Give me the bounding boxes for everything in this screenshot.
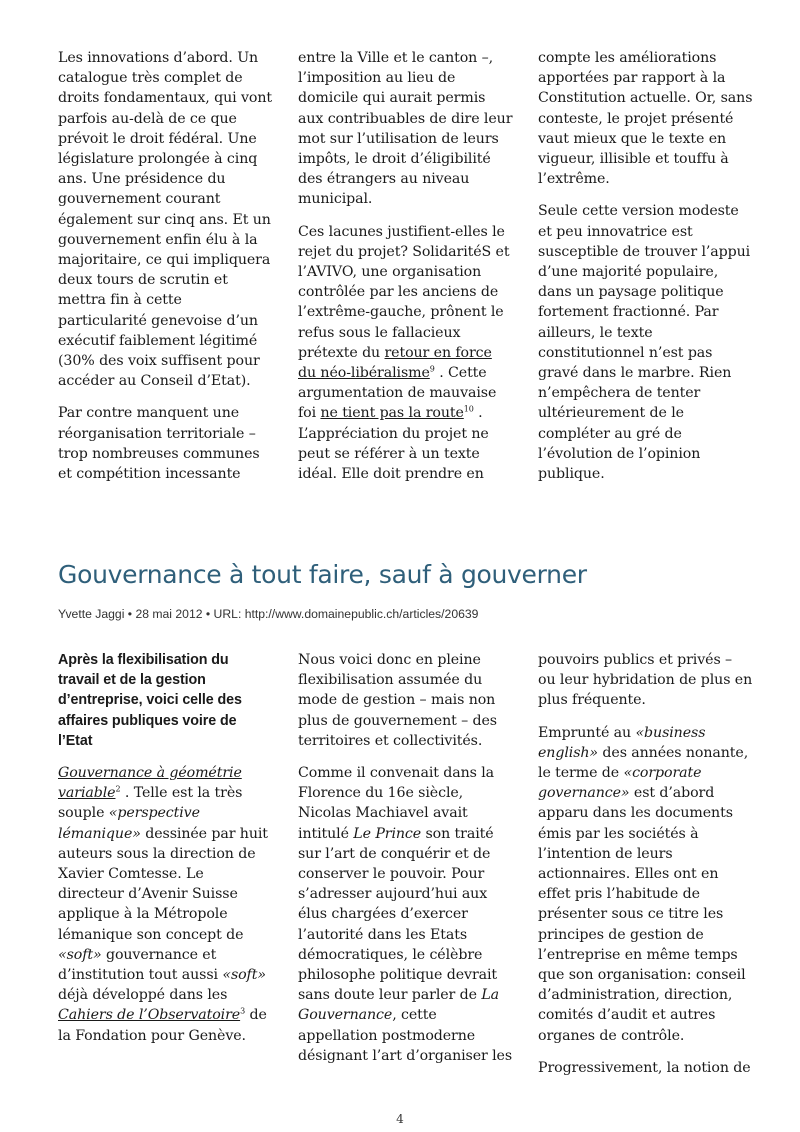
- emphasis: La Gouvernance: [298, 987, 500, 1024]
- link-gouvernance-geometrie-variable[interactable]: Gouvernance à géométrie variable: [58, 765, 242, 802]
- link-ne-tient-pas[interactable]: ne tient pas la route: [320, 405, 464, 422]
- paragraph: Les innovations d’abord. Un catalogue très complet de droits fondamentaux, qui vont parfois au-delà de ce que prévoit le droit fédéral. Une législature prolongée à cinq ans. Une présidence du gouvernement courant également sur cinq ans. Et un gouvernement enfin élu à la majoritaire, ce qui impliquera deux tours de scrutin et mettra fin à cette particularité genevoise d’un exécutif faiblement légitimé (30% des voix suffisent pour accéder au Conseil d’Etat).: [58, 50, 272, 390]
- article2-column-1: [58, 650, 273, 1058]
- emphasis: «business english»: [538, 724, 706, 761]
- link-cahiers-observatoire[interactable]: Cahiers de l’Observatoire: [58, 1007, 241, 1024]
- paragraph: [58, 763, 273, 1046]
- paragraph: [538, 723, 753, 1046]
- article1-column-2: [298, 48, 513, 496]
- article1-column-3: [538, 48, 753, 496]
- article2-column-3: [538, 650, 753, 1090]
- emphasis: «soft»: [222, 967, 266, 984]
- text-run: . L’appréciation du projet ne peut se référer à un texte idéal. Elle doit prendre en: [298, 405, 489, 483]
- article-byline: Yvette Jaggi • 28 mai 2012 • URL: http://www.domainepublic.ch/articles/20639: [58, 607, 479, 621]
- text-run: déjà développé dans les: [58, 987, 228, 1004]
- footnote-marker[interactable]: 9: [429, 364, 435, 374]
- text-run: gouvernance et d’institution tout aussi: [58, 946, 223, 984]
- text-run: son traité sur l’art de conquérir et de conserver le pouvoir. Pour s’adresser aujourd’hui aux élus chargées d’exercer l’autorité dans les Etats démocratiques, le célèbre philosophe politique devrait sans doute leur parler de: [298, 825, 498, 1004]
- paragraph: Nous voici donc en pleine flexibilisation assumée du mode de gestion – mais non plus de gouvernement – des territoires et collectivités.: [298, 652, 497, 749]
- emphasis: «corporate governance»: [538, 765, 702, 802]
- article-lead: Après la flexibilisation du travail et de la gestion d’entreprise, voici celle des affaires publiques voire de l’Etat: [58, 652, 242, 749]
- emphasis: «soft»: [58, 946, 102, 963]
- paragraph: compte les améliorations apportées par rapport à la Constitution actuelle. Or, sans conteste, le projet présenté vaut mieux que le texte en vigueur, illisible et touffu à l’extrême.: [538, 50, 753, 188]
- footnote-marker[interactable]: 3: [240, 1006, 246, 1016]
- paragraph: pouvoirs publics et privés – ou leur hybridation de plus en plus fréquente.: [538, 652, 753, 709]
- paragraph: Seule cette version modeste et peu innovatrice est susceptible de trouver l’appui d’une majorité populaire, dans un paysage politique fortement fractionné. Par ailleurs, le texte constitutionnel n’est pas gravé dans le marbre. Rien n’empêchera de tenter ultérieurement de le compléter au gré de l’évolution de l’opinion publique.: [538, 203, 751, 483]
- paragraph: Par contre manquent une réorganisation territoriale – trop nombreuses communes et compétition incessante: [58, 405, 260, 483]
- text-run: . Telle est la très souple: [58, 785, 243, 822]
- article1-column-1: [58, 48, 273, 496]
- emphasis: «perspective lémanique»: [58, 805, 200, 842]
- footnote-marker[interactable]: 2: [115, 784, 121, 794]
- text-run: des années nonante, le terme de: [538, 744, 749, 782]
- paragraph: [298, 222, 513, 485]
- footnote-marker[interactable]: 10: [463, 404, 474, 414]
- paragraph: Progressivement, la notion de: [538, 1059, 751, 1076]
- page-number: 4: [396, 1112, 404, 1126]
- text-run: de la Fondation pour Genève.: [58, 1007, 267, 1044]
- article2-column-2: [298, 650, 513, 1078]
- text-run: Emprunté au: [538, 724, 636, 741]
- text-run: . Cette argumentation de mauvaise foi: [298, 365, 497, 422]
- paragraph: [298, 763, 513, 1066]
- emphasis: Le Prince: [353, 825, 422, 842]
- text-run: Ces lacunes justifient-elles le rejet du projet? SolidaritéS et l’AVIVO, une organisation contrôlée par les anciens de l’extrême-gauche, prônent le refus sous le fallacieux prétexte du: [298, 223, 510, 361]
- paragraph: entre la Ville et le canton –, l’imposition au lieu de domicile qui aurait permis aux contribuables de dire leur mot sur l’utilisation de leurs impôts, le droit d’éligibilité des étrangers au niveau municipal.: [298, 50, 513, 208]
- text-run: dessinée par huit auteurs sous la direction de Xavier Comtesse. Le directeur d’Avenir Suisse applique à la Métropole lémanique son concept de: [58, 825, 268, 943]
- link-retour-en-force[interactable]: retour en force du néo-libéralisme: [298, 344, 492, 382]
- text-run: Comme il convenait dans la Florence du 16e siècle, Nicolas Machiavel avait intitulé: [298, 765, 495, 842]
- article-title: Gouvernance à tout faire, sauf à gouverner: [58, 560, 587, 589]
- text-run: est d’abord apparu dans les documents émis par les sociétés à l’intention de leurs actionnaires. Elles ont en effet pris l’habitude de présenter sous ce titre les principes de gestion de l’entreprise en même temps que son organisation: conseil d’administration, direction, comités d’audit et autres organes de contrôle.: [538, 785, 746, 1044]
- text-run: , cette appellation postmoderne désignant l’art d’organiser les: [298, 1007, 513, 1064]
